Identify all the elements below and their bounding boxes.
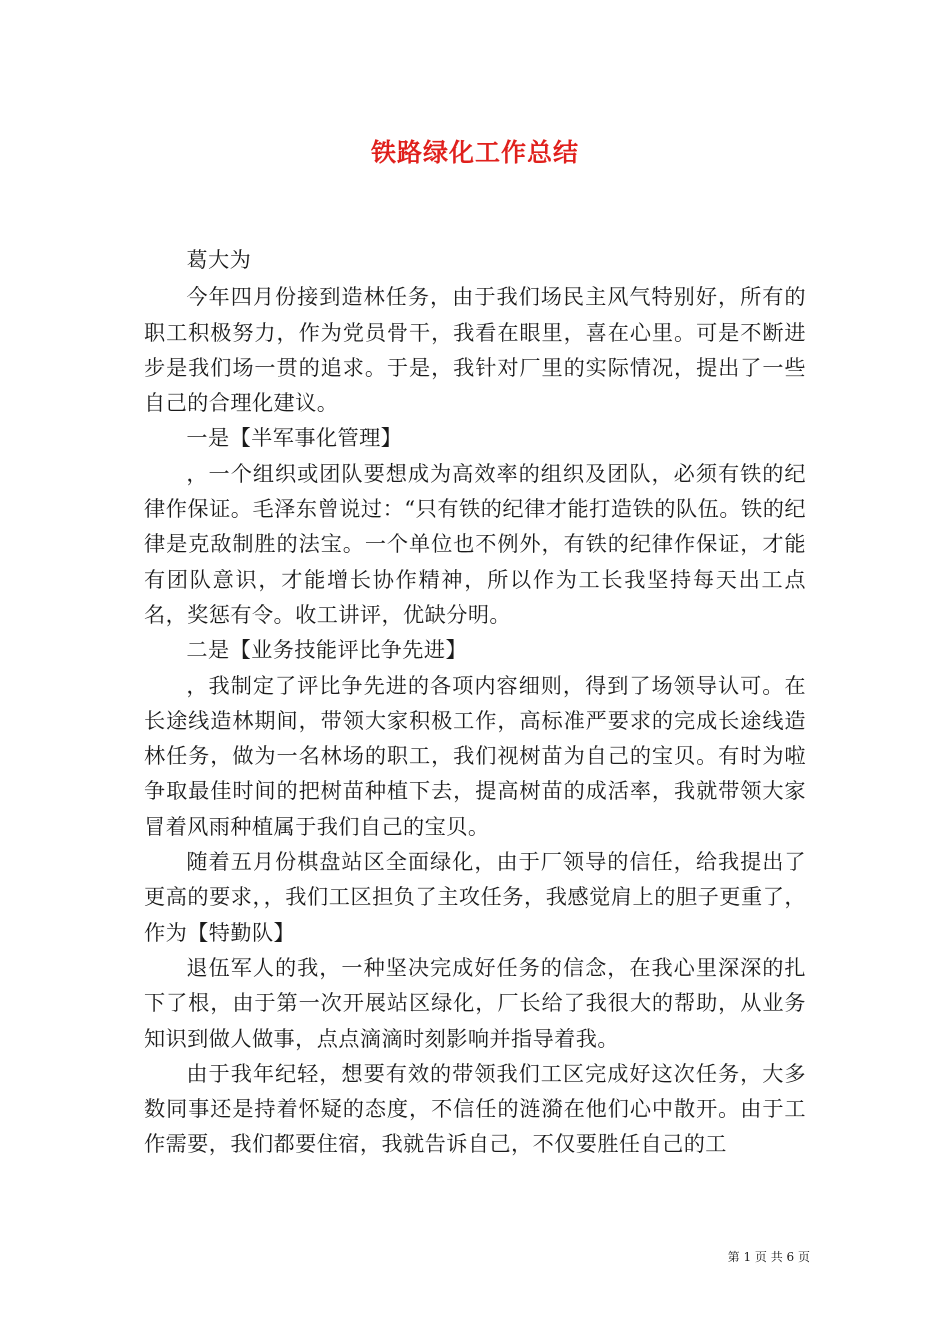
section-heading-2: 二是【业务技能评比争先进】 xyxy=(186,637,468,663)
document-title: 铁路绿化工作总结 xyxy=(370,138,579,167)
document-body xyxy=(144,242,806,1162)
paragraph-veteran: 退伍军人的我，一种坚决完成好任务的信念，在我心里深深的扎下了根，由于第一次开展站区绿化，厂长给了我很大的帮助，从业务知识到做人做事，点点滴滴时刻影响并指导着我。 xyxy=(144,954,806,1051)
paragraph-intro: 今年四月份接到造林任务，由于我们场民主风气特别好，所有的职工积极努力，作为党员骨干，我看在眼里，喜在心里。可是不断进步是我们场一贯的追求。于是，我针对厂里的实际情况，提出了一些自己的合理化建议。 xyxy=(144,284,806,416)
section-heading-1: 一是【半军事化管理】 xyxy=(186,425,403,451)
paragraph-section-2: ，我制定了评比争先进的各项内容细则，得到了场领导认可。在长途线造林期间，带领大家积极工作，高标准严要求的完成长途线造林任务，做为一名林场的职工，我们视树苗为自己的宝贝。有时为啦争取最佳时间的把树苗种植下去，提高树苗的成活率，我就带领大家冒着风雨种植属于我们自己的宝贝。 xyxy=(144,672,806,839)
paragraph-young: 由于我年纪轻，想要有效的带领我们工区完成好这次任务，大多数同事还是持着怀疑的态度，不信任的涟漪在他们心中散开。由于工作需要，我们都要住宿，我就告诉自己，不仅要胜任自己的工 xyxy=(144,1060,806,1157)
paragraph-section-1: ，一个组织或团队要想成为高效率的组织及团队，必须有铁的纪律作保证。毛泽东曾说过：“只有铁的纪律才能打造铁的队伍。铁的纪律是克敌制胜的法宝。一个单位也不例外，有铁的纪律作保证，才能有团队意识，才能增长协作精神，所以作为工长我坚持每天出工点名，奖惩有令。收工讲评，优缺分明。 xyxy=(144,460,806,627)
paragraph-may-greening: 随着五月份棋盘站区全面绿化，由于厂领导的信任，给我提出了更高的要求，，我们工区担负了主攻任务，我感觉肩上的胆子更重了，作为【特勤队】 xyxy=(144,849,806,945)
page-number-footer: 第 1 页 共 6 页 xyxy=(727,1250,810,1264)
author-name: 葛大为 xyxy=(186,247,252,272)
